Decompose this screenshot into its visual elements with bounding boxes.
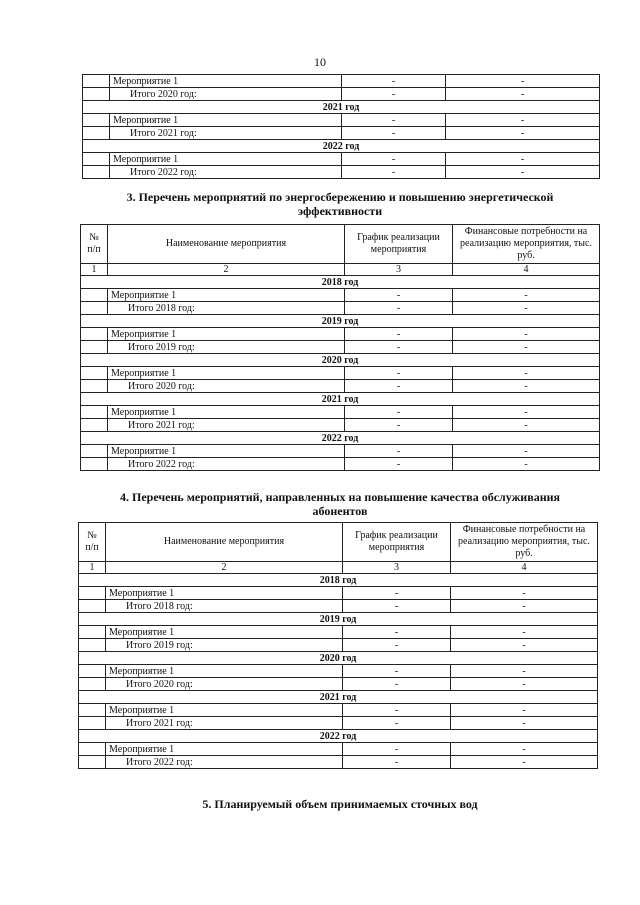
row-number-cell xyxy=(81,458,108,471)
year-row xyxy=(79,691,598,704)
schedule-cell: - xyxy=(345,367,453,380)
row-number-cell xyxy=(79,587,106,600)
column-number: 1 xyxy=(81,264,108,276)
schedule-cell: - xyxy=(342,75,446,88)
finance-cell: - xyxy=(453,380,600,393)
finance-cell: - xyxy=(451,626,598,639)
activity-name: Мероприятие 1 xyxy=(110,153,342,166)
finance-cell: - xyxy=(451,743,598,756)
schedule-cell: - xyxy=(343,743,451,756)
activity-row xyxy=(79,704,598,717)
column-number: 2 xyxy=(108,264,345,276)
schedule-cell: - xyxy=(345,289,453,302)
activity-row xyxy=(83,75,600,88)
year-label: 2021 год xyxy=(81,393,600,406)
activity-name: Мероприятие 1 xyxy=(106,626,343,639)
row-number-cell xyxy=(81,302,108,315)
finance-cell: - xyxy=(453,289,600,302)
schedule-cell: - xyxy=(345,419,453,432)
schedule-cell: - xyxy=(345,341,453,354)
activity-row xyxy=(79,587,598,600)
year-row xyxy=(83,101,600,114)
activity-name: Мероприятие 1 xyxy=(110,75,342,88)
column-number: 4 xyxy=(451,562,598,574)
row-number-cell xyxy=(83,127,110,140)
finance-cell: - xyxy=(453,341,600,354)
total-label: Итого 2022 год: xyxy=(106,756,343,769)
schedule-cell: - xyxy=(343,600,451,613)
energy-saving-table xyxy=(80,224,600,471)
column-number: 4 xyxy=(453,264,600,276)
page-number: 10 xyxy=(314,55,326,69)
schedule-cell: - xyxy=(345,445,453,458)
energy-saving-table-body xyxy=(81,276,600,471)
total-row xyxy=(83,88,600,101)
schedule-cell: - xyxy=(345,406,453,419)
year-label: 2022 год xyxy=(83,140,600,153)
header-name: Наименование мероприятия xyxy=(108,225,345,264)
year-label: 2021 год xyxy=(83,101,600,114)
row-number-cell xyxy=(79,626,106,639)
activity-row xyxy=(81,367,600,380)
total-label: Итого 2019 год: xyxy=(106,639,343,652)
activity-row xyxy=(81,289,600,302)
continuation-table xyxy=(82,74,600,179)
row-number-cell xyxy=(79,756,106,769)
activity-row xyxy=(83,114,600,127)
finance-cell: - xyxy=(453,458,600,471)
finance-cell: - xyxy=(446,75,600,88)
header-schedule: График реализации мероприятия xyxy=(345,225,453,264)
year-row xyxy=(81,432,600,445)
schedule-cell: - xyxy=(342,127,446,140)
row-number-cell xyxy=(83,166,110,179)
header-schedule: График реализации мероприятия xyxy=(343,523,451,562)
total-label: Итого 2021 год: xyxy=(108,419,345,432)
year-row xyxy=(81,276,600,289)
total-label: Итого 2022 год: xyxy=(110,166,342,179)
finance-cell: - xyxy=(453,419,600,432)
section-4-title-line2: абонентов xyxy=(312,504,368,518)
activity-row xyxy=(79,743,598,756)
row-number-cell xyxy=(79,678,106,691)
year-row xyxy=(79,652,598,665)
activity-name: Мероприятие 1 xyxy=(108,367,345,380)
activity-name: Мероприятие 1 xyxy=(106,587,343,600)
finance-cell: - xyxy=(451,756,598,769)
finance-cell: - xyxy=(451,587,598,600)
total-label: Итого 2020 год: xyxy=(106,678,343,691)
year-label: 2019 год xyxy=(81,315,600,328)
schedule-cell: - xyxy=(343,639,451,652)
section-3-title-line2: эффективности xyxy=(297,204,383,218)
activity-name: Мероприятие 1 xyxy=(108,289,345,302)
activity-row xyxy=(83,153,600,166)
finance-cell: - xyxy=(453,406,600,419)
total-label: Итого 2020 год: xyxy=(108,380,345,393)
activity-name: Мероприятие 1 xyxy=(106,665,343,678)
total-row xyxy=(81,419,600,432)
schedule-cell: - xyxy=(342,88,446,101)
total-row xyxy=(81,302,600,315)
schedule-cell: - xyxy=(343,678,451,691)
year-row xyxy=(79,613,598,626)
finance-cell: - xyxy=(451,717,598,730)
row-number-cell xyxy=(79,743,106,756)
finance-cell: - xyxy=(446,114,600,127)
schedule-cell: - xyxy=(343,704,451,717)
total-row xyxy=(83,127,600,140)
year-row xyxy=(79,730,598,743)
year-row xyxy=(83,140,600,153)
year-row xyxy=(79,574,598,587)
total-row xyxy=(81,341,600,354)
finance-cell: - xyxy=(451,639,598,652)
schedule-cell: - xyxy=(345,328,453,341)
table-header-row xyxy=(79,523,598,562)
service-quality-table xyxy=(78,522,598,769)
row-number-cell xyxy=(79,665,106,678)
header-finance: Финансовые потребности на реализацию мероприятия, тыс. руб. xyxy=(451,523,598,562)
year-label: 2019 год xyxy=(79,613,598,626)
total-label: Итого 2021 год: xyxy=(110,127,342,140)
column-number-row xyxy=(81,264,600,276)
finance-cell: - xyxy=(446,88,600,101)
finance-cell: - xyxy=(446,153,600,166)
activity-row xyxy=(81,328,600,341)
activity-name: Мероприятие 1 xyxy=(106,743,343,756)
column-number: 3 xyxy=(343,562,451,574)
schedule-cell: - xyxy=(343,717,451,730)
activity-name: Мероприятие 1 xyxy=(110,114,342,127)
finance-cell: - xyxy=(446,127,600,140)
row-number-cell xyxy=(83,153,110,166)
header-finance: Финансовые потребности на реализацию мероприятия, тыс. руб. xyxy=(453,225,600,264)
activity-row xyxy=(81,406,600,419)
row-number-cell xyxy=(81,406,108,419)
header-number: № п/п xyxy=(79,523,106,562)
year-row xyxy=(81,354,600,367)
activity-name: Мероприятие 1 xyxy=(108,445,345,458)
header-name: Наименование мероприятия xyxy=(106,523,343,562)
schedule-cell: - xyxy=(342,166,446,179)
total-label: Итого 2018 год: xyxy=(108,302,345,315)
total-row xyxy=(83,166,600,179)
table-header-row xyxy=(81,225,600,264)
service-quality-table-body xyxy=(79,574,598,769)
total-row xyxy=(81,380,600,393)
schedule-cell: - xyxy=(343,587,451,600)
section-3-title xyxy=(80,190,600,218)
finance-cell: - xyxy=(451,704,598,717)
row-number-cell xyxy=(81,289,108,302)
activity-row xyxy=(81,445,600,458)
year-label: 2022 год xyxy=(79,730,598,743)
finance-cell: - xyxy=(451,600,598,613)
schedule-cell: - xyxy=(342,114,446,127)
year-row xyxy=(81,315,600,328)
activity-name: Мероприятие 1 xyxy=(108,328,345,341)
total-row xyxy=(81,458,600,471)
schedule-cell: - xyxy=(343,626,451,639)
finance-cell: - xyxy=(453,302,600,315)
finance-cell: - xyxy=(453,367,600,380)
year-label: 2020 год xyxy=(79,652,598,665)
year-label: 2018 год xyxy=(79,574,598,587)
finance-cell: - xyxy=(453,445,600,458)
finance-cell: - xyxy=(451,665,598,678)
row-number-cell xyxy=(79,639,106,652)
schedule-cell: - xyxy=(345,380,453,393)
column-number: 3 xyxy=(345,264,453,276)
row-number-cell xyxy=(81,367,108,380)
schedule-cell: - xyxy=(345,302,453,315)
row-number-cell xyxy=(83,75,110,88)
activity-row xyxy=(79,626,598,639)
row-number-cell xyxy=(81,328,108,341)
row-number-cell xyxy=(79,704,106,717)
row-number-cell xyxy=(79,717,106,730)
section-5-title-text: 5. Планируемый объем принимаемых сточных вод xyxy=(202,797,478,811)
row-number-cell xyxy=(81,419,108,432)
activity-row xyxy=(79,665,598,678)
total-label: Итого 2022 год: xyxy=(108,458,345,471)
total-label: Итого 2020 год: xyxy=(110,88,342,101)
row-number-cell xyxy=(83,88,110,101)
schedule-cell: - xyxy=(343,756,451,769)
row-number-cell xyxy=(81,380,108,393)
schedule-cell: - xyxy=(345,458,453,471)
section-4-title-line1: 4. Перечень мероприятий, направленных на повышение качества обслуживания xyxy=(119,490,561,504)
row-number-cell xyxy=(81,341,108,354)
column-number: 1 xyxy=(79,562,106,574)
schedule-cell: - xyxy=(343,665,451,678)
year-label: 2020 год xyxy=(81,354,600,367)
year-label: 2018 год xyxy=(81,276,600,289)
year-label: 2021 год xyxy=(79,691,598,704)
year-label: 2022 год xyxy=(81,432,600,445)
schedule-cell: - xyxy=(342,153,446,166)
activity-name: Мероприятие 1 xyxy=(106,704,343,717)
total-row xyxy=(79,600,598,613)
total-label: Итого 2021 год: xyxy=(106,717,343,730)
year-row xyxy=(81,393,600,406)
finance-cell: - xyxy=(453,328,600,341)
finance-cell: - xyxy=(451,678,598,691)
column-number: 2 xyxy=(106,562,343,574)
row-number-cell xyxy=(83,114,110,127)
activity-name: Мероприятие 1 xyxy=(108,406,345,419)
total-label: Итого 2019 год: xyxy=(108,341,345,354)
total-row xyxy=(79,717,598,730)
column-number-row xyxy=(79,562,598,574)
section-4-title xyxy=(80,490,600,518)
total-row xyxy=(79,678,598,691)
section-5-title xyxy=(80,797,600,811)
total-row xyxy=(79,639,598,652)
section-3-title-line1: 3. Перечень мероприятий по энергосбережению и повышению энергетической xyxy=(126,190,554,204)
row-number-cell xyxy=(79,600,106,613)
continuation-table-body xyxy=(83,75,600,179)
finance-cell: - xyxy=(446,166,600,179)
total-label: Итого 2018 год: xyxy=(106,600,343,613)
header-number: № п/п xyxy=(81,225,108,264)
total-row xyxy=(79,756,598,769)
row-number-cell xyxy=(81,445,108,458)
